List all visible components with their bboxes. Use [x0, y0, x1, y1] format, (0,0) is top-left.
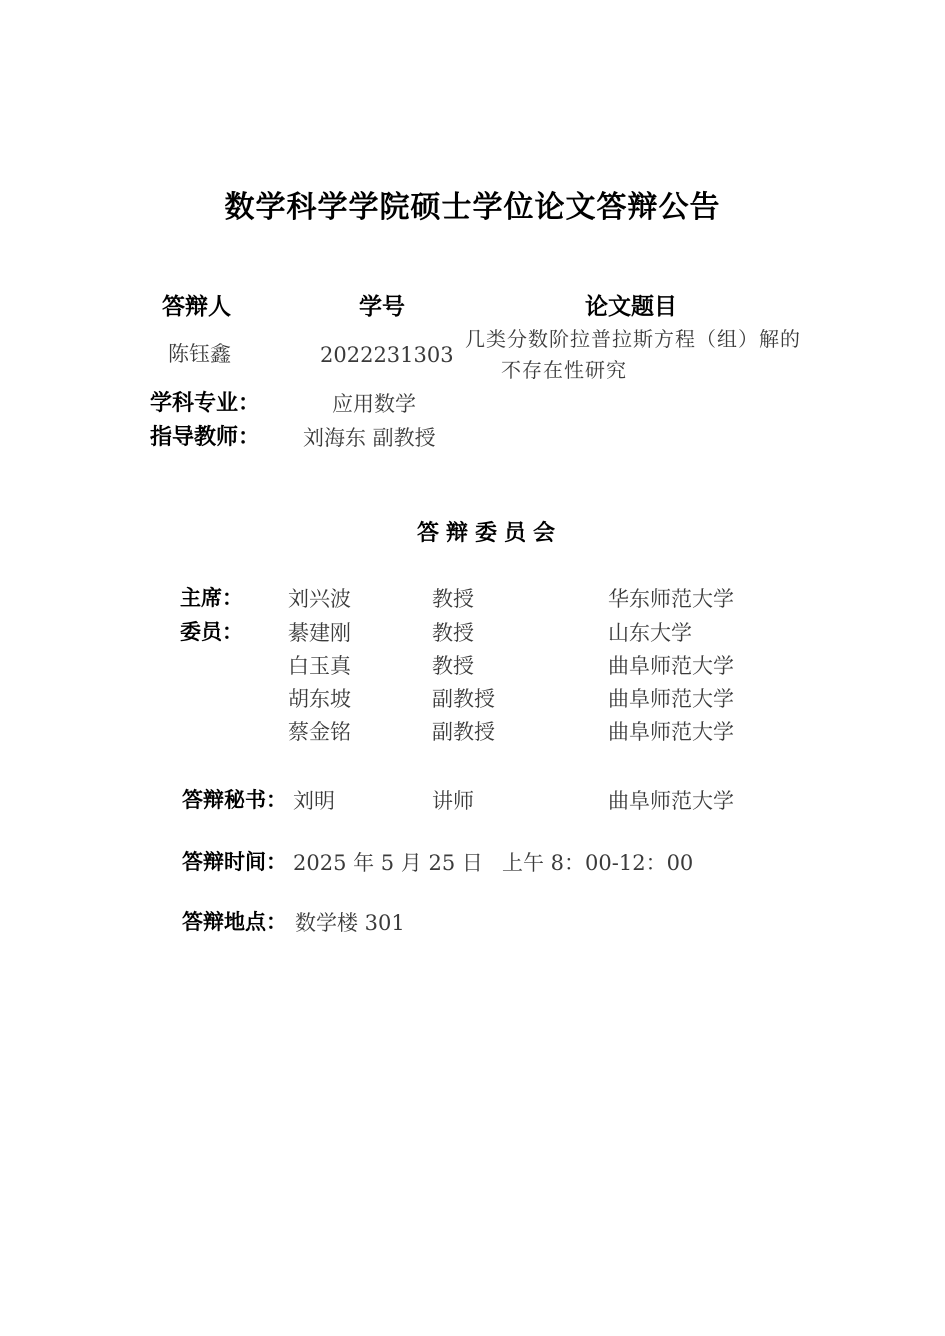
committee-member-university: 华东师范大学 [608, 587, 734, 611]
header-thesis-title: 论文题目 [585, 294, 677, 320]
committee-member-title: 副教授 [432, 687, 495, 711]
committee-member-title: 教授 [432, 621, 474, 645]
defense-location: 数学楼 301 [295, 911, 405, 935]
committee-member-university: 曲阜师范大学 [608, 720, 734, 744]
committee-role-label: 委员： [180, 620, 243, 644]
secretary-label: 答辩秘书： [182, 788, 287, 812]
committee-member-name: 蔡金铭 [288, 720, 351, 744]
header-student-id: 学号 [359, 294, 405, 320]
defense-location-label: 答辩地点： [182, 910, 287, 934]
committee-member-title: 教授 [432, 654, 474, 678]
committee-heading: 答辩委员会 [417, 521, 563, 546]
committee-member-name: 胡东坡 [288, 687, 351, 711]
thesis-title-line2: 不存在性研究 [501, 358, 627, 382]
committee-member-name: 刘兴波 [288, 587, 351, 611]
defense-date: 2025 年 5 月 25 日 [293, 851, 483, 875]
advisor-label: 指导教师： [150, 425, 261, 450]
defense-time: 上午 8：00-12：00 [502, 851, 694, 875]
defense-time-label: 答辩时间： [182, 850, 287, 874]
advisor-value: 刘海东 副教授 [303, 426, 436, 450]
secretary-university: 曲阜师范大学 [608, 789, 734, 813]
page-title: 数学科学学院硕士学位论文答辩公告 [224, 190, 721, 225]
secretary-name: 刘明 [293, 789, 335, 813]
committee-member-name: 綦建刚 [288, 621, 351, 645]
committee-member-university: 曲阜师范大学 [608, 687, 734, 711]
committee-role-label: 主席： [180, 586, 243, 610]
defender-name: 陈钰鑫 [168, 342, 231, 366]
major-value: 应用数学 [332, 392, 416, 416]
committee-member-university: 曲阜师范大学 [608, 654, 734, 678]
student-id-value: 2022231303 [320, 343, 454, 367]
major-label: 学科专业： [150, 391, 261, 416]
secretary-title: 讲师 [432, 789, 474, 813]
committee-member-university: 山东大学 [608, 621, 692, 645]
thesis-title-line1: 几类分数阶拉普拉斯方程（组）解的 [465, 327, 801, 351]
committee-member-title: 教授 [432, 587, 474, 611]
committee-member-name: 白玉真 [288, 654, 351, 678]
committee-member-title: 副教授 [432, 720, 495, 744]
header-defender: 答辩人 [162, 294, 231, 320]
